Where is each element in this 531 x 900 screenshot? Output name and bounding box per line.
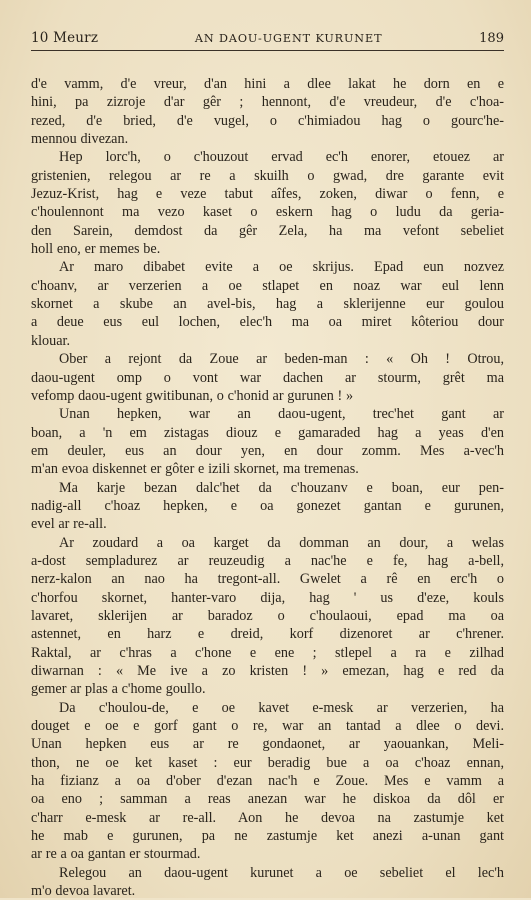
text-line: m'o devoa lavaret.: [31, 883, 136, 900]
paragraph: [31, 534, 504, 699]
running-head: [31, 30, 504, 51]
text-line: Da c'houlou-de, e oe kavet e-mesk ar verzerien, ha: [59, 699, 504, 716]
text-line: astennet, en harz e dreid, korf dizenoret ar c'hrener.: [31, 626, 504, 643]
text-line: a-dost sempladurez ar reuzeudig a nac'he e fe, hag a-bell,: [31, 552, 504, 569]
text-line: oa eno ; samman a reas anezan war he diskoa da dôl er: [31, 791, 504, 808]
text-line: gristenien, relegou ar re a skuilh o gwad, dre garante evit: [31, 167, 504, 184]
text-line: vefomp daou-ugent gwitibunan, o c'honid ar gurunen ! »: [31, 387, 354, 404]
text-line: hini, pa zizroje d'ar gêr ; hennont, d'e vreudeur, d'e c'hoa-: [31, 94, 504, 111]
text-line: Ar zoudard a oa karget da domman an dour, a welas: [59, 534, 504, 551]
text-line: he mab e gurunen, pa ne zastumje ket anezi a-unan gant: [31, 828, 504, 845]
body-text: [31, 75, 504, 900]
paragraph: [31, 699, 504, 864]
paragraph: [31, 75, 504, 148]
text-line: mennou divezan.: [31, 131, 129, 148]
paragraph: [31, 350, 504, 405]
text-line: Ma karje bezan dalc'het da c'houzanv e boan, eur pen-: [59, 479, 504, 496]
header-title: AN DAOU-UGENT KURUNET: [194, 32, 383, 45]
text-line: diwarnan : « Me ive a zo kristen ! » emezan, hag e red da: [31, 663, 504, 679]
text-line: rezed, d'e bried, d'e vugel, o c'himiadou hag o gourc'he-: [31, 112, 504, 129]
text-line: den Sarein, demdost da gêr Zela, ha ma vefont sebeliet: [31, 222, 504, 239]
text-line: gemer ar plas a c'home goullo.: [31, 681, 206, 698]
text-line: Relegou an daou-ugent kurunet a oe sebeliet el lec'h: [59, 864, 504, 881]
text-line: daou-ugent omp o vont war dachen ar stourm, grêt ma: [31, 369, 504, 386]
text-line: Jezuz-Krist, hag e veze tabut aîfes, zoken, diwar o fenn, e: [31, 186, 504, 203]
text-line: Ar maro dibabet evite a oe skrijus. Epad eun nozvez: [59, 259, 504, 276]
text-line: klouar.: [31, 332, 71, 349]
text-line: a deue eus eul lochen, elec'h ma oa miret kôteriou dour: [31, 314, 504, 331]
text-line: nerz-kalon an nao ha tregont-all. Gwelet a rê en erc'h o: [31, 571, 504, 588]
text-line: m'an evoa diskennet er gôter e izili skornet, ma tremenas.: [31, 461, 359, 478]
paragraph: [31, 479, 504, 534]
paragraph: [31, 258, 504, 350]
text-line: c'houlennont ma vezo kaset o eskern hag o ludu da geria-: [31, 204, 504, 221]
text-line: c'harr e-mesk ar re-all. Aon he devoa na zastumje ket: [31, 809, 504, 826]
header-date: 10 Meurz: [31, 30, 99, 46]
paragraph: [31, 405, 504, 478]
text-line: skornet a skube an avel-bis, hag a sklerijenne eur goulou: [31, 296, 504, 313]
text-line: c'hoanv, ar verzerien a oe stlapet en noaz war eul lenn: [31, 277, 504, 294]
text-line: c'horfou skornet, hanter-varo dija, hag ' us d'eze, kouls: [31, 589, 504, 606]
text-line: lavaret, sklerijen ar baradoz o c'houlaoui, epad ma oa: [31, 607, 504, 624]
text-line: Unan hepken eus ar re gondaonet, ar yaouankan, Meli-: [31, 736, 504, 753]
text-line: douget e oe e gorf gant o re, war an tantad a dlee o devi.: [31, 718, 504, 735]
text-line: Hep lorc'h, o c'houzout ervad ec'h enorer, etouez ar: [59, 149, 504, 166]
text-line: boan, a 'n em zistagas diouz e gamaraded hag a yeas d'en: [31, 424, 504, 441]
text-line: Ober a rejont da Zoue ar beden-man : « Oh ! Otrou,: [59, 351, 504, 368]
text-line: em deuler, eus an dour yen, en dour zomm. Mes a-vec'h: [31, 442, 504, 459]
text-line: Unan hepken, war an daou-ugent, trec'het gant ar: [59, 406, 504, 423]
text-line: ar re a oa gantan er stourmad.: [31, 846, 201, 863]
paragraph: [31, 148, 504, 258]
paragraph: [31, 864, 504, 900]
text-line: d'e vamm, d'e vreur, d'an hini a dlee lakat he dorn en e: [31, 76, 504, 92]
text-line: Raktal, ar c'hras a c'hone e ene ; stlepel a ra e zilhad: [31, 644, 504, 661]
text-line: holl eno, er memes be.: [31, 241, 161, 258]
page-number: 189: [479, 31, 504, 46]
text-line: nadig-all c'hoaz hepken, e oa gonezet gantan e gurunen,: [31, 497, 504, 514]
text-line: evel ar re-all.: [31, 516, 107, 533]
text-line: ha fizianz a oa d'ober d'ezan nac'h e Zoue. Mes e vamm a: [31, 773, 504, 790]
text-line: thon, ne oe ket kaset : eur beradig bue a oa c'hoaz ennan,: [31, 754, 504, 771]
